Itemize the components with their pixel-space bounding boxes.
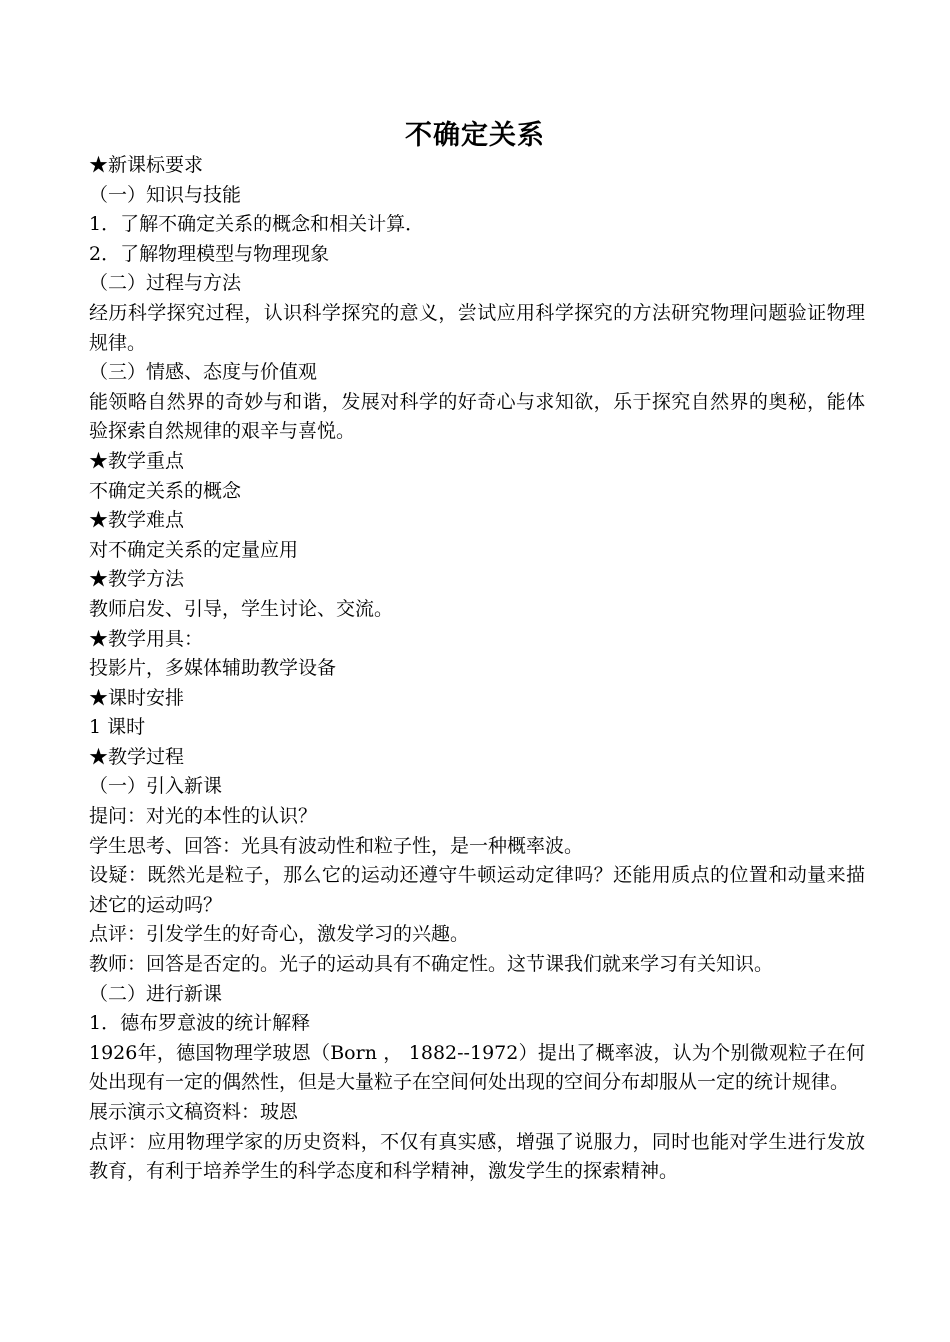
- subheading-emotion-attitude-values: （三）情感、态度与价值观: [89, 361, 318, 384]
- paragraph: 经历科学探究过程，认识科学探究的意义，尝试应用科学探究的方法研究物理问题验证物理规律。: [89, 301, 865, 354]
- paragraph: 点评：应用物理学家的历史资料，不仅有真实感，增强了说服力，同时也能对学生进行发放教育，有利于培养学生的科学态度和科学精神，激发学生的探索精神。: [89, 1130, 865, 1183]
- heading-teaching-difficulty: ★教学难点: [89, 509, 185, 532]
- paragraph: 1926年，德国物理学玻恩（Born ， 1882--1972）提出了概率波，认为个别微观粒子在何处出现有一定的偶然性，但是大量粒子在空间何处出现的空间分布却服从一定的统计规律。: [89, 1041, 865, 1094]
- paragraph: 设疑：既然光是粒子，那么它的运动还遵守牛顿运动定律吗？还能用质点的位置和动量来描述它的运动吗？: [89, 864, 865, 916]
- paragraph: 教师启发、引导，学生讨论、交流。: [89, 597, 394, 620]
- paragraph: 提问：对光的本性的认识？: [89, 805, 318, 828]
- paragraph: 1．德布罗意波的统计解释: [89, 1012, 311, 1035]
- heading-teaching-process: ★教学过程: [89, 745, 185, 768]
- paragraph: 1 课时: [89, 716, 146, 739]
- subheading-process-methods: （二）过程与方法: [89, 272, 242, 295]
- paragraph: 对不确定关系的定量应用: [89, 538, 299, 561]
- paragraph: 学生思考、回答：光具有波动性和粒子性，是一种概率波。: [89, 834, 584, 857]
- paragraph: 1．了解不确定关系的概念和相关计算．: [89, 213, 425, 236]
- subheading-new-lesson: （二）进行新课: [89, 982, 223, 1005]
- document-title: 不确定关系: [405, 120, 545, 151]
- paragraph: 2．了解物理模型与物理现象: [89, 242, 330, 265]
- heading-teaching-tools: ★教学用具：: [89, 627, 204, 650]
- subheading-knowledge-skills: （一）知识与技能: [89, 183, 242, 206]
- paragraph: 不确定关系的概念: [89, 479, 242, 502]
- heading-curriculum-requirements: ★新课标要求: [89, 154, 204, 176]
- document-body: [89, 151, 865, 1187]
- paragraph: 能领略自然界的奇妙与和谐，发展对科学的好奇心与求知欲，乐于探究自然界的奥秘，能体验探索自然规律的艰辛与喜悦。: [89, 390, 865, 443]
- heading-teaching-focus: ★教学重点: [89, 449, 185, 472]
- paragraph: 展示演示文稿资料：玻恩: [89, 1101, 299, 1123]
- heading-teaching-methods: ★教学方法: [89, 568, 185, 591]
- subheading-introduction: （一）引入新课: [89, 775, 223, 798]
- paragraph: 投影片，多媒体辅助教学设备: [89, 657, 337, 680]
- heading-class-schedule: ★课时安排: [89, 686, 185, 709]
- paragraph: 点评：引发学生的好奇心，激发学习的兴趣。: [89, 923, 470, 946]
- paragraph: 教师：回答是否定的。光子的运动具有不确定性。这节课我们就来学习有关知识。: [89, 953, 774, 976]
